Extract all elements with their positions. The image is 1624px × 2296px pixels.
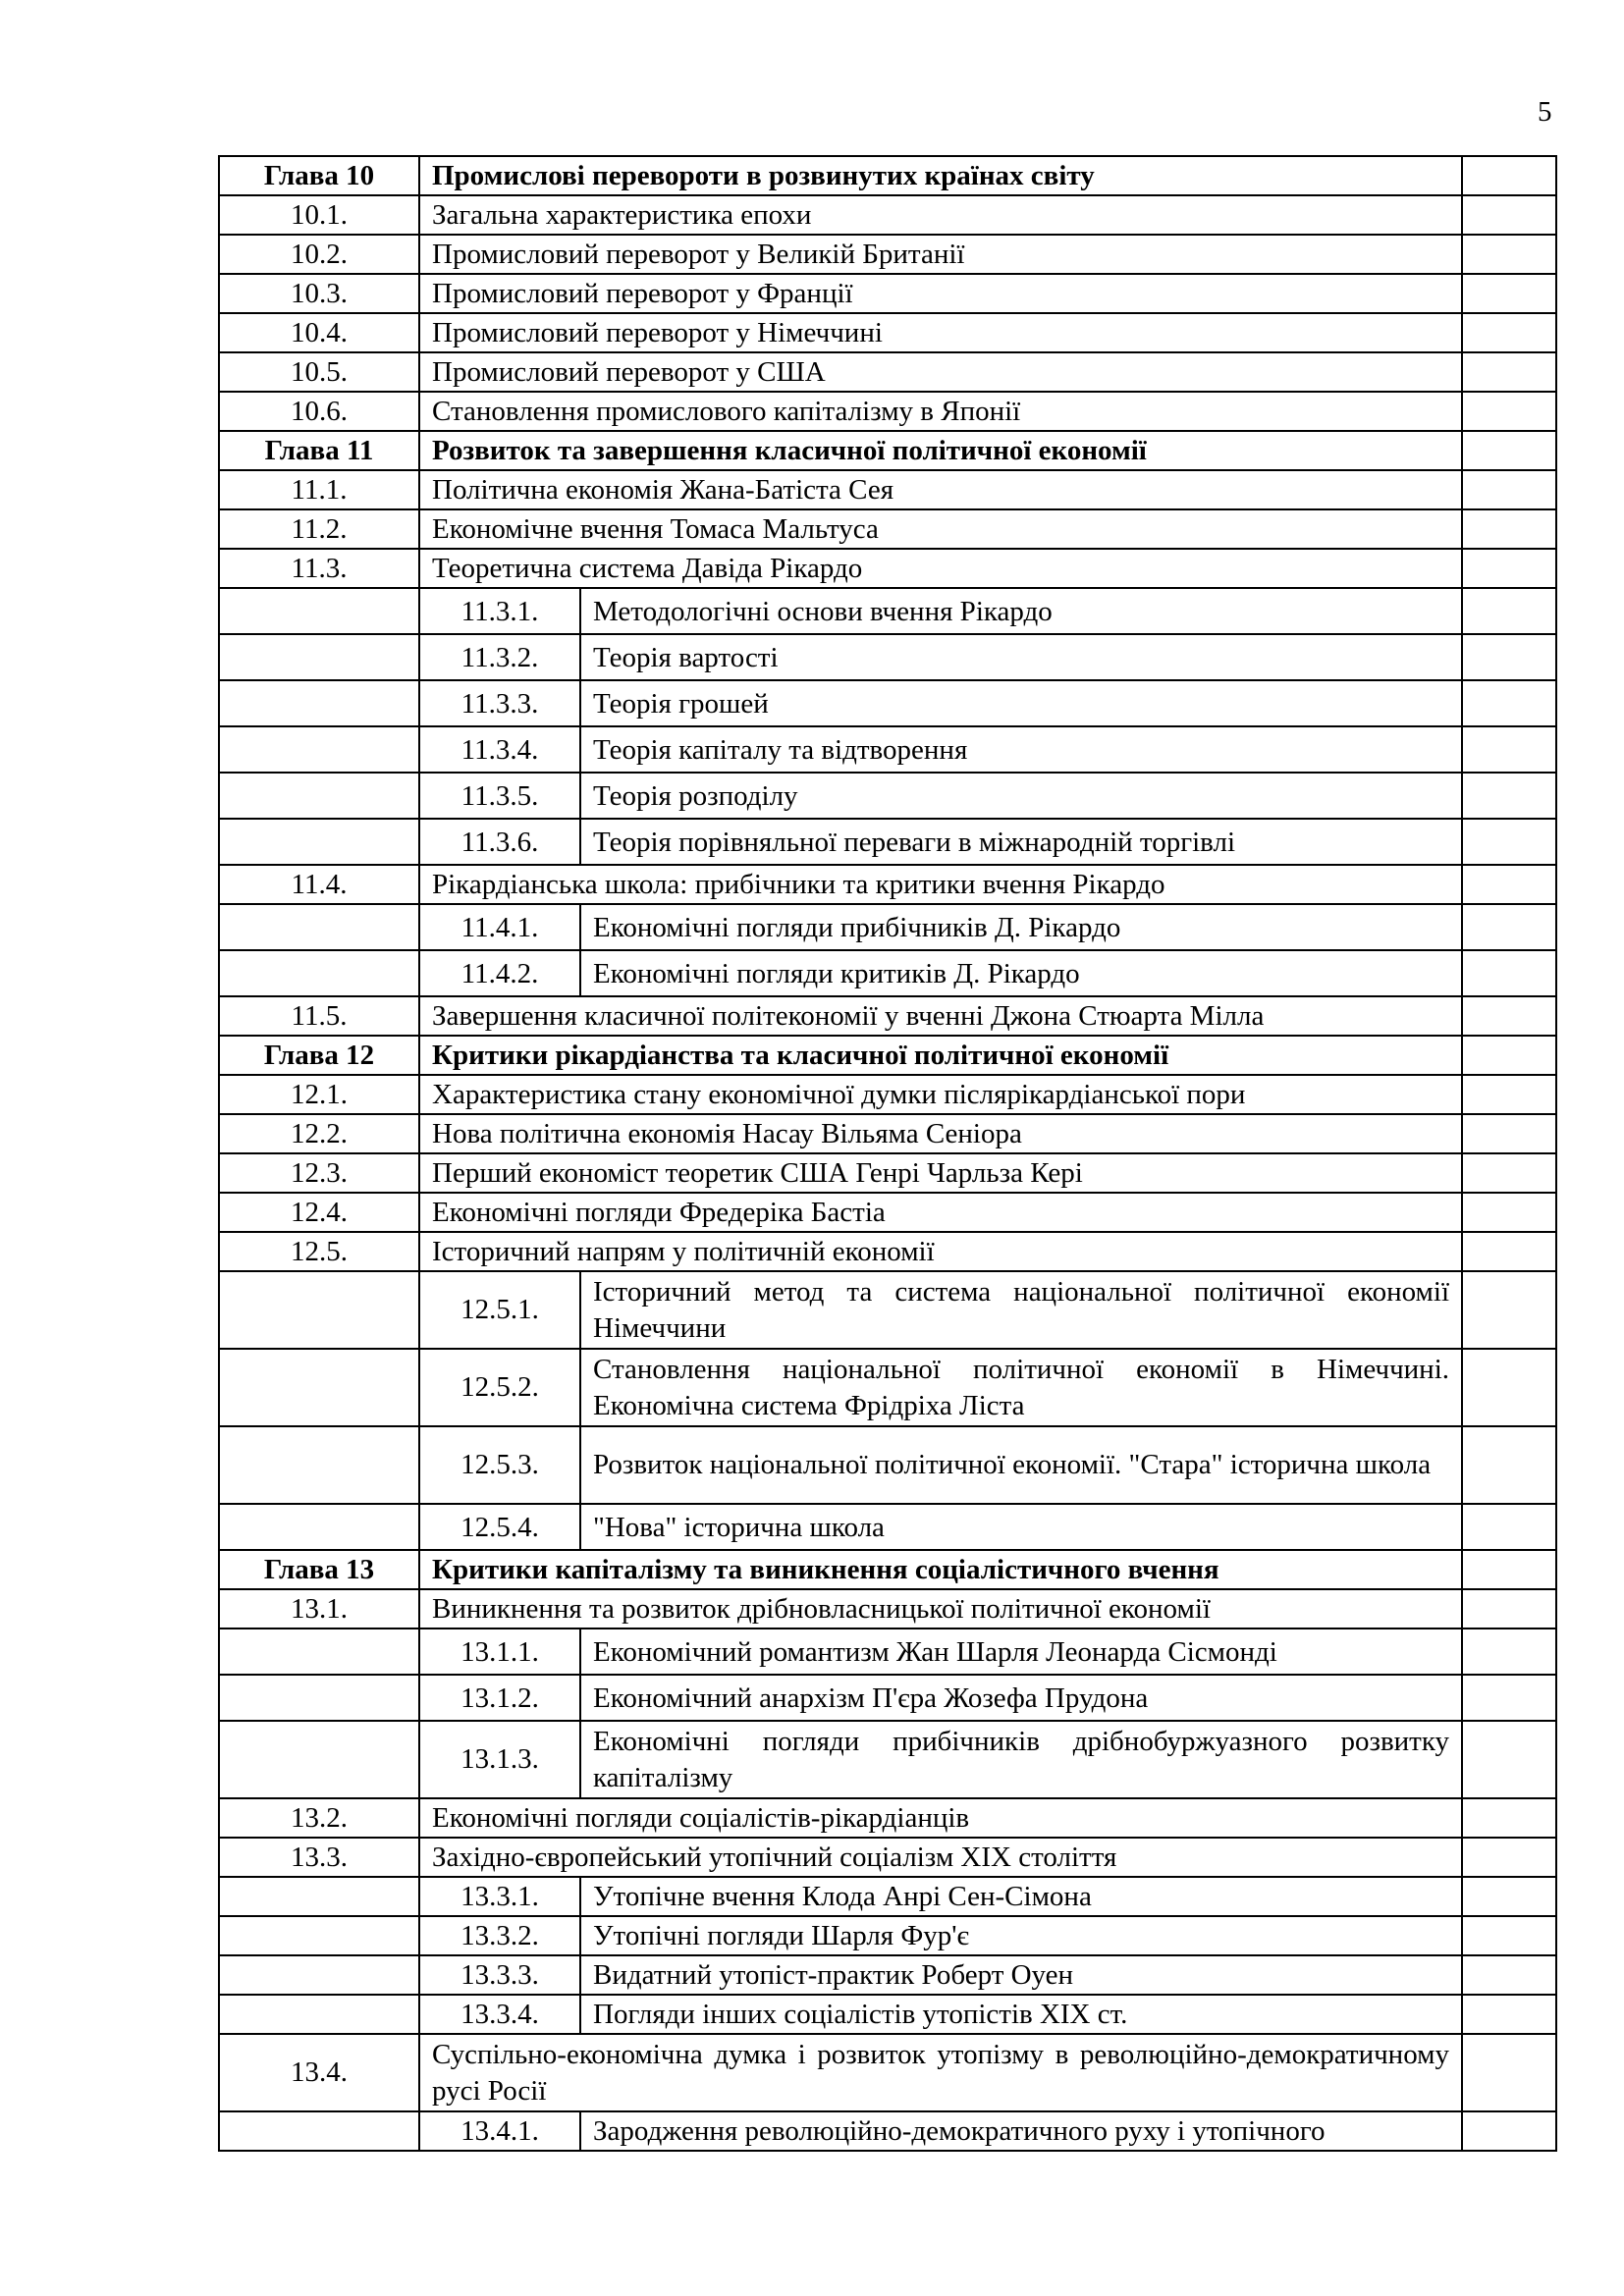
page-cell bbox=[1462, 996, 1556, 1036]
toc-row bbox=[219, 2111, 1556, 2151]
empty-cell bbox=[219, 588, 419, 634]
page-cell bbox=[1462, 470, 1556, 509]
chapter-number: Глава 13 bbox=[219, 1550, 419, 1589]
subsection-title: Економічний романтизм Жан Шарля Леонарда Сісмонді bbox=[580, 1629, 1462, 1675]
subsection-title: Економічний анархізм П'єра Жозефа Прудона bbox=[580, 1675, 1462, 1721]
section-title: Виникнення та розвиток дрібновласницької політичної економії bbox=[419, 1589, 1462, 1629]
page-cell bbox=[1462, 549, 1556, 588]
empty-cell bbox=[219, 1916, 419, 1955]
toc-row bbox=[219, 1036, 1556, 1075]
page-cell bbox=[1462, 588, 1556, 634]
empty-cell bbox=[219, 1349, 419, 1426]
subsection-number: 11.3.6. bbox=[419, 819, 580, 865]
toc-row bbox=[219, 1153, 1556, 1193]
page-cell bbox=[1462, 1232, 1556, 1271]
toc-row bbox=[219, 1995, 1556, 2034]
toc-row bbox=[219, 549, 1556, 588]
page-cell bbox=[1462, 2111, 1556, 2151]
subsection-title: Теорія вартості bbox=[580, 634, 1462, 680]
toc-row bbox=[219, 1232, 1556, 1271]
page-cell bbox=[1462, 1504, 1556, 1550]
empty-cell bbox=[219, 1426, 419, 1504]
section-title: Промисловий переворот у США bbox=[419, 352, 1462, 392]
toc-row bbox=[219, 392, 1556, 431]
page-cell bbox=[1462, 680, 1556, 726]
subsection-number: 12.5.1. bbox=[419, 1271, 580, 1349]
section-title: Промисловий переворот у Франції bbox=[419, 274, 1462, 313]
toc-row bbox=[219, 1550, 1556, 1589]
section-number: 10.3. bbox=[219, 274, 419, 313]
empty-cell bbox=[219, 1271, 419, 1349]
subsection-number: 13.3.2. bbox=[419, 1916, 580, 1955]
section-title: Теоретична система Давіда Рікардо bbox=[419, 549, 1462, 588]
subsection-title: Теорія грошей bbox=[580, 680, 1462, 726]
toc-row bbox=[219, 2034, 1556, 2111]
chapter-number: Глава 10 bbox=[219, 156, 419, 195]
chapter-title: Промислові перевороти в розвинутих країнах світу bbox=[419, 156, 1462, 195]
toc-row bbox=[219, 634, 1556, 680]
subsection-title: Теорія розподілу bbox=[580, 773, 1462, 819]
toc-row bbox=[219, 680, 1556, 726]
empty-cell bbox=[219, 773, 419, 819]
subsection-title: Погляди інших соціалістів утопістів XIX ст. bbox=[580, 1995, 1462, 2034]
empty-cell bbox=[219, 1955, 419, 1995]
toc-row bbox=[219, 588, 1556, 634]
page-cell bbox=[1462, 352, 1556, 392]
empty-cell bbox=[219, 680, 419, 726]
subsection-number: 13.1.2. bbox=[419, 1675, 580, 1721]
section-number: 10.1. bbox=[219, 195, 419, 235]
page-cell bbox=[1462, 313, 1556, 352]
page-cell bbox=[1462, 274, 1556, 313]
page-cell bbox=[1462, 1629, 1556, 1675]
page-cell bbox=[1462, 392, 1556, 431]
toc-row bbox=[219, 1075, 1556, 1114]
toc-row bbox=[219, 352, 1556, 392]
section-title: Економічні погляди Фредеріка Бастіа bbox=[419, 1193, 1462, 1232]
page-cell bbox=[1462, 195, 1556, 235]
subsection-title: Утопічні погляди Шарля Фур'є bbox=[580, 1916, 1462, 1955]
toc-row bbox=[219, 819, 1556, 865]
page-cell bbox=[1462, 1877, 1556, 1916]
empty-cell bbox=[219, 1504, 419, 1550]
page-cell bbox=[1462, 156, 1556, 195]
toc-row bbox=[219, 274, 1556, 313]
section-title: Західно-європейський утопічний соціалізм XIX століття bbox=[419, 1838, 1462, 1877]
subsection-number: 12.5.2. bbox=[419, 1349, 580, 1426]
section-number: 11.1. bbox=[219, 470, 419, 509]
page-cell bbox=[1462, 1114, 1556, 1153]
empty-cell bbox=[219, 904, 419, 950]
section-number: 13.1. bbox=[219, 1589, 419, 1629]
page-cell bbox=[1462, 1426, 1556, 1504]
empty-cell bbox=[219, 1995, 419, 2034]
section-title: Економічні погляди соціалістів-рікардіанців bbox=[419, 1798, 1462, 1838]
toc-row bbox=[219, 1721, 1556, 1798]
section-number: 12.5. bbox=[219, 1232, 419, 1271]
subsection-title: Методологічні основи вчення Рікардо bbox=[580, 588, 1462, 634]
section-number: 12.1. bbox=[219, 1075, 419, 1114]
page-cell bbox=[1462, 773, 1556, 819]
section-number: 10.6. bbox=[219, 392, 419, 431]
page-cell bbox=[1462, 726, 1556, 773]
page-cell bbox=[1462, 1995, 1556, 2034]
page-cell bbox=[1462, 1798, 1556, 1838]
empty-cell bbox=[219, 819, 419, 865]
page-cell bbox=[1462, 1721, 1556, 1798]
subsection-title: Зародження революційно-демократичного руху і утопічного bbox=[580, 2111, 1462, 2151]
empty-cell bbox=[219, 950, 419, 996]
page-cell bbox=[1462, 950, 1556, 996]
toc-row bbox=[219, 1349, 1556, 1426]
toc-row bbox=[219, 1675, 1556, 1721]
page-cell bbox=[1462, 865, 1556, 904]
toc-row bbox=[219, 726, 1556, 773]
section-number: 10.5. bbox=[219, 352, 419, 392]
subsection-title: Утопічне вчення Клода Анрі Сен-Сімона bbox=[580, 1877, 1462, 1916]
subsection-number: 13.3.1. bbox=[419, 1877, 580, 1916]
subsection-number: 11.3.1. bbox=[419, 588, 580, 634]
subsection-number: 13.1.1. bbox=[419, 1629, 580, 1675]
empty-cell bbox=[219, 1721, 419, 1798]
page-cell bbox=[1462, 1589, 1556, 1629]
toc-row bbox=[219, 156, 1556, 195]
section-title: Економічне вчення Томаса Мальтуса bbox=[419, 509, 1462, 549]
section-number: 11.3. bbox=[219, 549, 419, 588]
section-number: 10.2. bbox=[219, 235, 419, 274]
toc-row bbox=[219, 509, 1556, 549]
toc-body bbox=[219, 156, 1556, 2151]
subsection-title: Теорія капіталу та відтворення bbox=[580, 726, 1462, 773]
chapter-title: Критики капіталізму та виникнення соціалістичного вчення bbox=[419, 1550, 1462, 1589]
chapter-number: Глава 12 bbox=[219, 1036, 419, 1075]
table-of-contents bbox=[218, 155, 1557, 2152]
subsection-title: Історичний метод та система національної політичної економії Німеччини bbox=[580, 1271, 1462, 1349]
page-cell bbox=[1462, 431, 1556, 470]
subsection-title: Економічні погляди прибічників Д. Рікардо bbox=[580, 904, 1462, 950]
toc-row bbox=[219, 1271, 1556, 1349]
subsection-number: 11.4.2. bbox=[419, 950, 580, 996]
toc-row bbox=[219, 431, 1556, 470]
subsection-number: 13.3.4. bbox=[419, 1995, 580, 2034]
page-cell bbox=[1462, 235, 1556, 274]
page-cell bbox=[1462, 1838, 1556, 1877]
page-cell bbox=[1462, 904, 1556, 950]
subsection-title: Видатний утопіст-практик Роберт Оуен bbox=[580, 1955, 1462, 1995]
subsection-number: 11.3.3. bbox=[419, 680, 580, 726]
section-title: Перший економіст теоретик США Генрі Чарльза Кері bbox=[419, 1153, 1462, 1193]
section-number: 13.3. bbox=[219, 1838, 419, 1877]
toc-row bbox=[219, 996, 1556, 1036]
subsection-title: Теорія порівняльної переваги в міжнародній торгівлі bbox=[580, 819, 1462, 865]
section-title: Рікардіанська школа: прибічники та критики вчення Рікардо bbox=[419, 865, 1462, 904]
page-cell bbox=[1462, 1153, 1556, 1193]
section-number: 12.2. bbox=[219, 1114, 419, 1153]
section-number: 13.4. bbox=[219, 2034, 419, 2111]
empty-cell bbox=[219, 1877, 419, 1916]
page-cell bbox=[1462, 1675, 1556, 1721]
page-number: 5 bbox=[1538, 96, 1552, 128]
empty-cell bbox=[219, 2111, 419, 2151]
page-cell bbox=[1462, 634, 1556, 680]
subsection-number: 11.3.5. bbox=[419, 773, 580, 819]
toc-row bbox=[219, 235, 1556, 274]
toc-row bbox=[219, 313, 1556, 352]
section-number: 13.2. bbox=[219, 1798, 419, 1838]
toc-row bbox=[219, 904, 1556, 950]
empty-cell bbox=[219, 634, 419, 680]
section-title: Характеристика стану економічної думки післярікардіанської пори bbox=[419, 1075, 1462, 1114]
toc-row bbox=[219, 1838, 1556, 1877]
toc-row bbox=[219, 195, 1556, 235]
subsection-number: 13.1.3. bbox=[419, 1721, 580, 1798]
page-cell bbox=[1462, 1349, 1556, 1426]
toc-row bbox=[219, 1193, 1556, 1232]
subsection-title: "Нова" історична школа bbox=[580, 1504, 1462, 1550]
toc-row bbox=[219, 1114, 1556, 1153]
toc-row bbox=[219, 1798, 1556, 1838]
toc-row bbox=[219, 773, 1556, 819]
toc-row bbox=[219, 865, 1556, 904]
subsection-number: 12.5.4. bbox=[419, 1504, 580, 1550]
toc-row bbox=[219, 1955, 1556, 1995]
chapter-title: Критики рікардіанства та класичної політичної економії bbox=[419, 1036, 1462, 1075]
section-title: Становлення промислового капіталізму в Японії bbox=[419, 392, 1462, 431]
toc-row bbox=[219, 1589, 1556, 1629]
section-title: Промисловий переворот у Великій Британії bbox=[419, 235, 1462, 274]
subsection-number: 13.3.3. bbox=[419, 1955, 580, 1995]
page-cell bbox=[1462, 1955, 1556, 1995]
section-title: Історичний напрям у політичній економії bbox=[419, 1232, 1462, 1271]
section-title: Нова політична економія Насау Вільяма Сеніора bbox=[419, 1114, 1462, 1153]
chapter-number: Глава 11 bbox=[219, 431, 419, 470]
section-number: 11.2. bbox=[219, 509, 419, 549]
subsection-title: Економічні погляди критиків Д. Рікардо bbox=[580, 950, 1462, 996]
section-number: 12.3. bbox=[219, 1153, 419, 1193]
page-cell bbox=[1462, 1271, 1556, 1349]
toc-row bbox=[219, 1504, 1556, 1550]
subsection-number: 12.5.3. bbox=[419, 1426, 580, 1504]
section-title: Промисловий переворот у Німеччині bbox=[419, 313, 1462, 352]
subsection-title: Становлення національної політичної економії в Німеччині. Економічна система Фрідріха Ліста bbox=[580, 1349, 1462, 1426]
toc-row bbox=[219, 470, 1556, 509]
section-title: Завершення класичної політекономії у вченні Джона Стюарта Мілла bbox=[419, 996, 1462, 1036]
page-cell bbox=[1462, 1550, 1556, 1589]
toc-row bbox=[219, 1916, 1556, 1955]
toc-row bbox=[219, 1877, 1556, 1916]
section-number: 11.4. bbox=[219, 865, 419, 904]
toc-row bbox=[219, 950, 1556, 996]
subsection-title: Економічні погляди прибічників дрібнобуржуазного розвитку капіталізму bbox=[580, 1721, 1462, 1798]
page-cell bbox=[1462, 1916, 1556, 1955]
page-cell bbox=[1462, 1193, 1556, 1232]
subsection-title: Розвиток національної політичної економії. "Стара" історична школа bbox=[580, 1426, 1462, 1504]
subsection-number: 13.4.1. bbox=[419, 2111, 580, 2151]
subsection-number: 11.3.2. bbox=[419, 634, 580, 680]
page-cell bbox=[1462, 1036, 1556, 1075]
toc-row bbox=[219, 1629, 1556, 1675]
section-title: Політична економія Жана-Батіста Сея bbox=[419, 470, 1462, 509]
subsection-number: 11.4.1. bbox=[419, 904, 580, 950]
chapter-title: Розвиток та завершення класичної політичної економії bbox=[419, 431, 1462, 470]
empty-cell bbox=[219, 1629, 419, 1675]
section-number: 10.4. bbox=[219, 313, 419, 352]
page-cell bbox=[1462, 819, 1556, 865]
section-number: 11.5. bbox=[219, 996, 419, 1036]
section-title: Суспільно-економічна думка і розвиток утопізму в революційно-демократичному русі Росії bbox=[419, 2034, 1462, 2111]
toc-row bbox=[219, 1426, 1556, 1504]
page-cell bbox=[1462, 509, 1556, 549]
subsection-number: 11.3.4. bbox=[419, 726, 580, 773]
page-cell bbox=[1462, 1075, 1556, 1114]
section-title: Загальна характеристика епохи bbox=[419, 195, 1462, 235]
section-number: 12.4. bbox=[219, 1193, 419, 1232]
page-cell bbox=[1462, 2034, 1556, 2111]
empty-cell bbox=[219, 726, 419, 773]
empty-cell bbox=[219, 1675, 419, 1721]
